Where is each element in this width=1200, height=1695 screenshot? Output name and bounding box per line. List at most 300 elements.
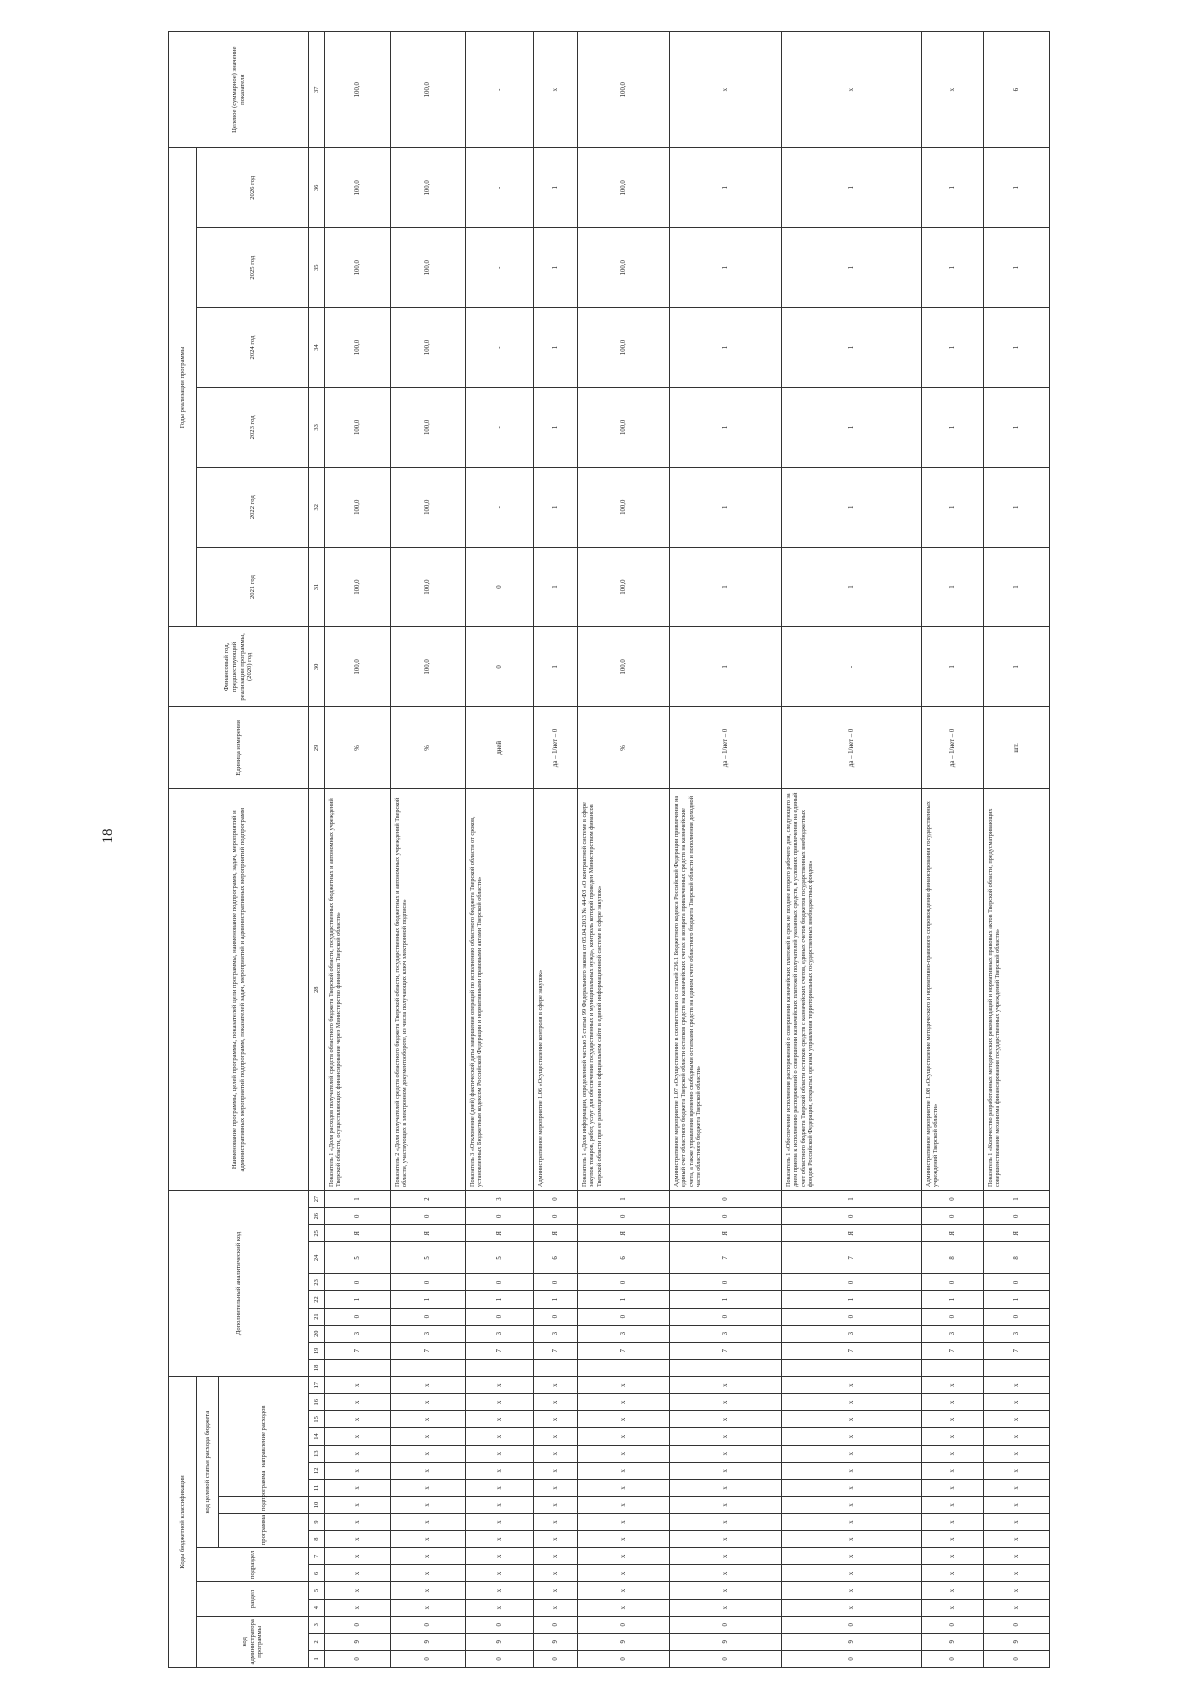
code-cell: 7 [922,1342,984,1359]
column-number: 17 [309,1376,325,1393]
unit-cell: % [325,707,391,789]
code-cell: 7 [466,1342,534,1359]
target-value-cell: 100,0 [391,32,466,148]
code-cell: 0 [670,1308,782,1325]
section-header: раздел [197,1582,309,1616]
code-cell: x [782,1496,922,1513]
code-cell: x [578,1582,670,1599]
year-value-cell: 1 [670,547,782,627]
year-value-cell: 100,0 [578,467,670,547]
code-cell: x [534,1479,578,1496]
code-cell: 0 [984,1616,1050,1633]
code-cell: x [984,1428,1050,1445]
code-cell: x [578,1548,670,1565]
code-cell: 3 [578,1325,670,1342]
code-cell: 0 [466,1650,534,1667]
year-value-cell: 1 [984,148,1050,228]
code-cell: 1 [984,1190,1050,1207]
code-cell: x [670,1599,782,1616]
year-value-cell: - [466,308,534,388]
code-cell: x [578,1428,670,1445]
code-cell: x [578,1462,670,1479]
year-value-cell: 1 [984,308,1050,388]
code-cell: 2 [391,1190,466,1207]
year-value-cell: 1 [670,228,782,308]
code-cell [984,1359,1050,1376]
code-cell: x [578,1514,670,1531]
table-row [578,32,670,1668]
code-cell: x [922,1445,984,1462]
unit-cell: % [391,707,466,789]
code-cell: x [466,1531,534,1548]
year-2022-header: 2022 год [197,467,309,547]
year-value-cell: 100,0 [391,308,466,388]
column-number: 33 [309,387,325,467]
code-cell: x [578,1376,670,1393]
code-cell: x [466,1479,534,1496]
year-value-cell: 1 [534,148,578,228]
column-number: 23 [309,1274,325,1291]
table-body [325,32,1050,1668]
code-cell: x [782,1548,922,1565]
code-cell: x [782,1376,922,1393]
target-value-cell: x [782,32,922,148]
code-cell: 0 [578,1308,670,1325]
code-cell: 0 [391,1616,466,1633]
base-year-value-cell: 100,0 [325,627,391,707]
column-number: 31 [309,547,325,627]
code-cell: 1 [534,1291,578,1308]
code-cell: 3 [466,1190,534,1207]
year-value-cell: 0 [466,547,534,627]
code-cell: x [578,1599,670,1616]
year-value-cell: 1 [534,387,578,467]
code-cell: x [466,1582,534,1599]
column-number: 22 [309,1291,325,1308]
code-cell: x [534,1531,578,1548]
code-cell: x [578,1445,670,1462]
year-2024-header: 2024 год [197,308,309,388]
unit-cell: дней [466,707,534,789]
code-cell: 0 [782,1616,922,1633]
code-cell: x [534,1394,578,1411]
code-cell: 7 [984,1342,1050,1359]
code-cell: 7 [578,1342,670,1359]
year-2025-header: 2025 год [197,228,309,308]
program-indicators-table [168,31,1050,1668]
code-cell: x [466,1565,534,1582]
year-value-cell: 1 [782,228,922,308]
code-cell: x [325,1582,391,1599]
code-cell: x [325,1548,391,1565]
code-cell: 0 [578,1208,670,1225]
code-cell: 0 [922,1650,984,1667]
code-cell: x [325,1376,391,1393]
column-number: 32 [309,467,325,547]
column-number: 24 [309,1242,325,1274]
code-cell: x [922,1599,984,1616]
column-numbers-row [309,32,325,1668]
code-cell: 1 [325,1291,391,1308]
code-cell: Я [984,1225,1050,1242]
page-number: 18 [100,828,116,844]
base-year-value-cell: 1 [984,627,1050,707]
code-cell: 0 [466,1274,534,1291]
column-number: 25 [309,1225,325,1242]
code-cell: 1 [466,1291,534,1308]
code-cell: 7 [670,1242,782,1274]
code-cell: 0 [466,1616,534,1633]
year-value-cell: 1 [922,308,984,388]
column-number: 16 [309,1394,325,1411]
year-value-cell: - [466,387,534,467]
column-number: 2 [309,1633,325,1650]
year-value-cell: 1 [782,308,922,388]
code-cell: 0 [466,1208,534,1225]
code-cell: x [984,1565,1050,1582]
year-value-cell: 100,0 [578,387,670,467]
year-value-cell: 1 [984,547,1050,627]
column-number: 36 [309,148,325,228]
code-cell: 7 [782,1342,922,1359]
years-group-header: Годы реализации программы [169,148,197,627]
year-value-cell: 1 [670,467,782,547]
code-cell: x [670,1394,782,1411]
year-value-cell: 100,0 [391,148,466,228]
indicator-name-cell: Административное мероприятие 1.07 «Осуществление в соответствии со статьей 236.1 Бюджетного кодекса Российской Федерации привлечения на единый счет областного бюджета Тверской области остатков средств на казначейских счетах и возврата привлеченных средств на казначейские счета, а также управления временно свободными остатками средств на едином счете областного бюджета Тверской области и пополнения доходной части областного бюджета Тверской области» [670,789,782,1191]
code-cell: x [670,1376,782,1393]
unit-cell: шт. [984,707,1050,789]
code-cell: 0 [984,1308,1050,1325]
code-cell: x [534,1514,578,1531]
code-cell: 0 [922,1616,984,1633]
year-value-cell: 1 [782,148,922,228]
code-cell: x [325,1445,391,1462]
column-number: 6 [309,1565,325,1582]
code-cell: x [670,1565,782,1582]
year-value-cell: 100,0 [325,228,391,308]
code-cell: x [534,1565,578,1582]
code-cell [578,1359,670,1376]
code-cell: 7 [534,1342,578,1359]
column-number: 30 [309,627,325,707]
code-cell: x [325,1514,391,1531]
column-number: 12 [309,1462,325,1479]
year-value-cell: 100,0 [325,308,391,388]
extra-analytic-code-header: Дополнительный аналитический код [169,1190,309,1376]
column-number: 28 [309,789,325,1191]
year-value-cell: - [466,228,534,308]
target-value-cell: x [922,32,984,148]
code-cell: x [922,1496,984,1513]
code-cell: 0 [782,1208,922,1225]
year-value-cell: 100,0 [391,467,466,547]
code-cell: 6 [578,1242,670,1274]
column-number: 9 [309,1514,325,1531]
code-cell: x [391,1514,466,1531]
code-cell: x [466,1496,534,1513]
code-cell: x [670,1514,782,1531]
code-cell: x [578,1496,670,1513]
code-cell: x [984,1599,1050,1616]
code-cell: 9 [534,1633,578,1650]
code-cell [670,1359,782,1376]
column-number: 19 [309,1342,325,1359]
code-cell: Я [325,1225,391,1242]
code-cell: x [782,1445,922,1462]
code-cell: x [391,1531,466,1548]
code-cell: x [984,1479,1050,1496]
code-cell: x [984,1582,1050,1599]
code-cell: x [391,1548,466,1565]
code-cell: x [391,1445,466,1462]
code-cell: x [391,1462,466,1479]
year-value-cell: 100,0 [578,547,670,627]
code-cell: Я [782,1225,922,1242]
year-value-cell: 1 [922,547,984,627]
year-value-cell: 100,0 [578,228,670,308]
code-cell: 0 [534,1190,578,1207]
code-cell: x [782,1582,922,1599]
code-cell: x [922,1565,984,1582]
code-cell: x [534,1582,578,1599]
code-cell: 5 [325,1242,391,1274]
code-cell: x [782,1411,922,1428]
code-cell: x [578,1531,670,1548]
column-number: 14 [309,1428,325,1445]
code-cell: 9 [922,1633,984,1650]
code-cell: 0 [782,1274,922,1291]
code-cell: x [534,1445,578,1462]
code-cell: x [391,1428,466,1445]
code-cell: x [391,1582,466,1599]
table-row [984,32,1050,1668]
code-cell: x [670,1445,782,1462]
code-cell: 1 [391,1291,466,1308]
code-cell: 9 [325,1633,391,1650]
year-value-cell: 1 [782,467,922,547]
unit-cell: да – 1/нет – 0 [670,707,782,789]
year-2021-header: 2021 год [197,547,309,627]
code-cell: 8 [984,1242,1050,1274]
code-cell: 1 [922,1291,984,1308]
unit-column-header: Единица измерения [169,707,309,789]
indicator-name-cell: Административное мероприятие 1.06 «Осуществление контроля в сфере закупок» [534,789,578,1191]
code-cell: 0 [670,1208,782,1225]
code-cell: x [325,1496,391,1513]
code-cell: 0 [391,1274,466,1291]
code-cell: x [984,1445,1050,1462]
code-cell: x [782,1565,922,1582]
code-cell: x [922,1428,984,1445]
target-value-cell: 100,0 [325,32,391,148]
code-cell: x [984,1394,1050,1411]
year-2023-header: 2023 год [197,387,309,467]
indicator-name-cell: Административное мероприятие 1.08 «Осуществление методического и нормативно-правового сопровождения финансирования государственных учреждений Тверской области» [922,789,984,1191]
base-year-value-cell: 1 [534,627,578,707]
column-number: 37 [309,32,325,148]
year-value-cell: 1 [922,148,984,228]
code-cell: x [534,1462,578,1479]
code-cell: x [782,1599,922,1616]
code-cell: 0 [922,1208,984,1225]
code-cell: x [578,1565,670,1582]
code-cell: 9 [782,1633,922,1650]
target-value-cell: x [670,32,782,148]
code-cell: Я [922,1225,984,1242]
code-cell: x [922,1531,984,1548]
year-value-cell: 100,0 [391,547,466,627]
code-cell: 0 [534,1616,578,1633]
code-cell: x [466,1462,534,1479]
code-cell: 0 [922,1190,984,1207]
code-cell: 0 [922,1308,984,1325]
code-cell: 1 [578,1190,670,1207]
code-cell: x [670,1582,782,1599]
code-cell: 0 [578,1650,670,1667]
year-value-cell: 1 [984,387,1050,467]
code-cell: x [922,1462,984,1479]
column-number: 26 [309,1208,325,1225]
code-cell: 3 [984,1325,1050,1342]
code-cell: Я [670,1225,782,1242]
year-2026-header: 2026 год [197,148,309,228]
year-value-cell: 100,0 [325,148,391,228]
code-cell: x [534,1548,578,1565]
code-cell: x [466,1411,534,1428]
code-cell: x [984,1531,1050,1548]
year-value-cell: 100,0 [325,547,391,627]
code-cell: x [922,1394,984,1411]
year-value-cell: 1 [984,467,1050,547]
code-cell: 9 [670,1633,782,1650]
code-cell [391,1359,466,1376]
code-cell: 0 [325,1208,391,1225]
code-cell: 0 [534,1274,578,1291]
table-row [391,32,466,1668]
code-cell: 0 [466,1308,534,1325]
column-number: 8 [309,1531,325,1548]
code-cell: 7 [325,1342,391,1359]
base-year-value-cell: - [782,627,922,707]
code-cell: x [670,1462,782,1479]
code-cell: x [782,1479,922,1496]
code-cell: x [922,1548,984,1565]
target-value-cell: 6 [984,32,1050,148]
year-value-cell: - [466,148,534,228]
code-cell: x [466,1599,534,1616]
code-cell: x [670,1411,782,1428]
code-cell: x [578,1411,670,1428]
code-cell: 1 [578,1291,670,1308]
year-value-cell: 1 [670,308,782,388]
code-cell: x [670,1548,782,1565]
code-cell: x [782,1428,922,1445]
code-cell [534,1359,578,1376]
target-value-cell: 100,0 [578,32,670,148]
code-cell: x [922,1376,984,1393]
code-cell: 0 [391,1208,466,1225]
unit-cell: да – 1/нет – 0 [922,707,984,789]
code-cell: x [534,1599,578,1616]
code-cell: x [466,1548,534,1565]
code-cell: 1 [670,1291,782,1308]
code-cell: x [578,1394,670,1411]
code-cell: 7 [782,1242,922,1274]
year-value-cell: 100,0 [325,467,391,547]
code-cell: 3 [782,1325,922,1342]
code-cell: 7 [391,1342,466,1359]
code-cell: 6 [534,1242,578,1274]
code-cell: 0 [782,1650,922,1667]
column-number: 18 [309,1359,325,1376]
indicator-name-cell: Показатель 3 «Отклонение (дней) фактической даты завершения операций по исполнению областного бюджета Тверской области от сроков, установленных Бюджетным кодексом Российской Федерации и нормативными правовыми актами Тверской области» [466,789,534,1191]
code-cell: x [391,1394,466,1411]
column-number: 35 [309,228,325,308]
table-row [534,32,578,1668]
code-cell: x [325,1462,391,1479]
code-cell: 9 [391,1633,466,1650]
unit-cell: да – 1/нет – 0 [534,707,578,789]
code-cell: x [782,1462,922,1479]
year-value-cell: 1 [984,228,1050,308]
code-cell: 9 [984,1633,1050,1650]
year-value-cell: 100,0 [325,387,391,467]
subsection-header: подраздел [197,1548,309,1582]
code-cell: x [534,1496,578,1513]
code-cell: x [534,1428,578,1445]
column-number: 5 [309,1582,325,1599]
code-cell: 8 [922,1242,984,1274]
target-value-cell: x [534,32,578,148]
code-cell: 0 [984,1274,1050,1291]
year-value-cell: 1 [922,387,984,467]
column-number: 15 [309,1411,325,1428]
column-number: 13 [309,1445,325,1462]
year-value-cell: 100,0 [391,228,466,308]
year-value-cell: 1 [670,387,782,467]
column-number: 21 [309,1308,325,1325]
table-row [670,32,782,1668]
code-cell: 0 [325,1616,391,1633]
code-cell: x [782,1394,922,1411]
code-cell: x [325,1531,391,1548]
direction-of-expenses-header: направление расходов [219,1376,309,1496]
code-cell: x [984,1411,1050,1428]
code-cell: 5 [466,1242,534,1274]
code-cell: x [782,1531,922,1548]
base-year-value-cell: 1 [922,627,984,707]
column-number: 34 [309,308,325,388]
code-cell: 9 [578,1633,670,1650]
code-cell: Я [578,1225,670,1242]
column-number: 4 [309,1599,325,1616]
unit-cell: % [578,707,670,789]
code-cell: 0 [578,1274,670,1291]
code-cell: 0 [391,1308,466,1325]
base-year-value-cell: 0 [466,627,534,707]
column-number: 10 [309,1496,325,1513]
code-cell: x [922,1479,984,1496]
code-cell: 5 [391,1242,466,1274]
code-cell: 0 [670,1190,782,1207]
code-cell: Я [534,1225,578,1242]
year-value-cell: 1 [670,148,782,228]
year-value-cell: 1 [782,547,922,627]
code-cell: 7 [670,1342,782,1359]
target-item-code-header: код целевой статьи расхода бюджета [197,1376,219,1547]
code-cell: x [984,1376,1050,1393]
